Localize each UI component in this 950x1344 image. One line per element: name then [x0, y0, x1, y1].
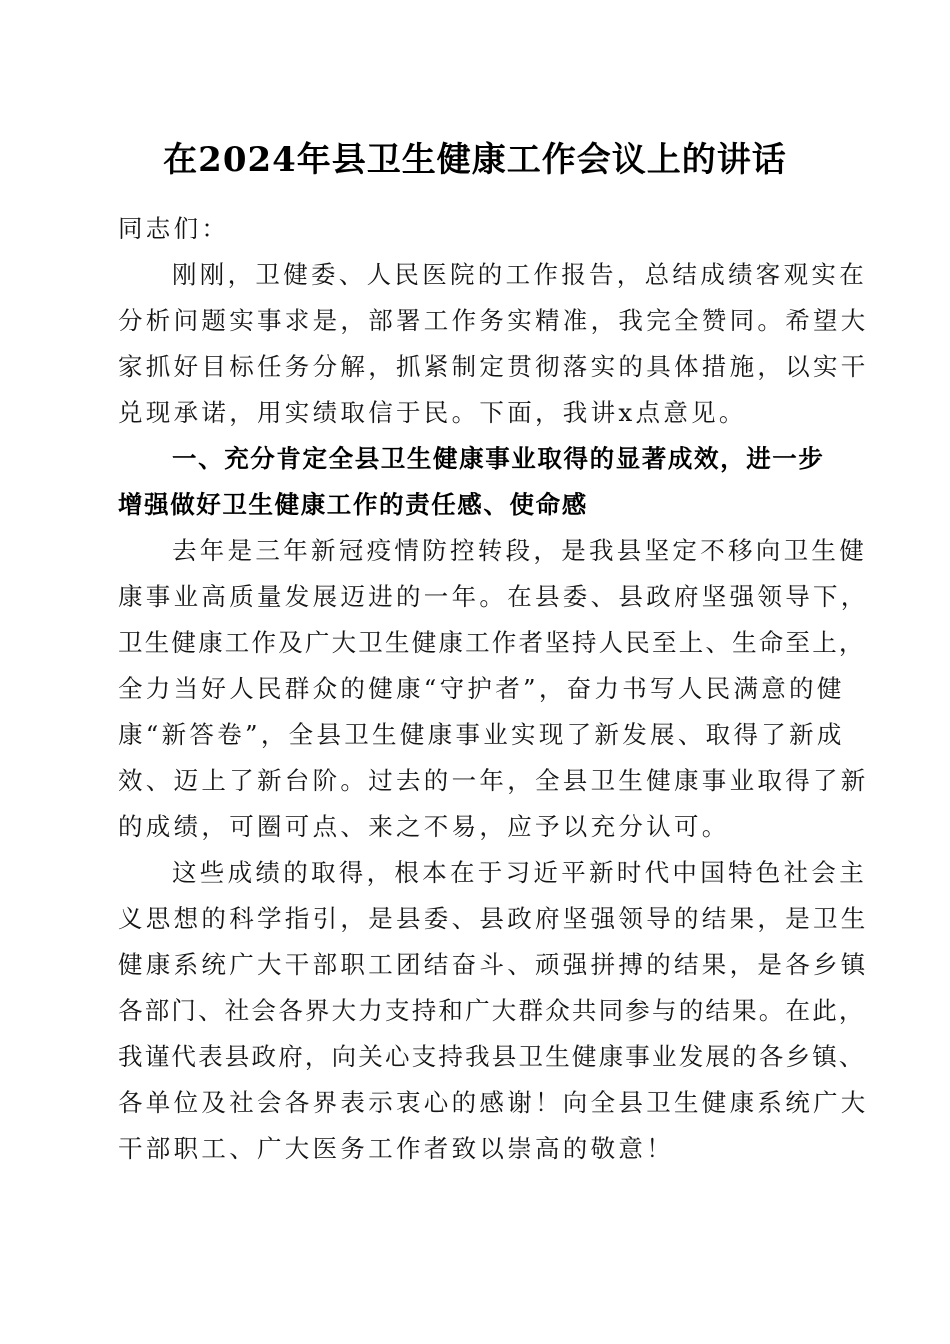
text-line: 我谨代表县政府，向关心支持我县卫生健康事业发展的各乡镇、: [118, 1042, 866, 1071]
text-line: 卫生健康工作及广大卫生健康工作者坚持人民至上、生命至上，: [118, 628, 866, 657]
text-line: 去年是三年新冠疫情防控转段，是我县坚定不移向卫生健: [172, 536, 867, 565]
section-heading-1: [118, 436, 838, 528]
text-line: 效、迈上了新台阶。过去的一年，全县卫生健康事业取得了新: [118, 766, 869, 795]
text-line: 刚刚，卫健委、人民医院的工作报告，总结成绩客观实在: [172, 260, 867, 289]
text-line: 各部门、社会各界大力支持和广大群众共同参与的结果。在此，: [118, 996, 866, 1025]
text-line: 分析问题实事求是，部署工作务实精准，我完全赞同。希望大: [118, 306, 869, 335]
text-line: 干部职工、广大医务工作者致以崇高的敬意！: [118, 1134, 674, 1163]
text-line: 健康系统广大干部职工团结奋斗、顽强拼搏的结果，是各乡镇: [118, 950, 869, 979]
heading-line: 增强做好卫生健康工作的责任感、使命感: [118, 490, 588, 519]
heading-line: 一、充分肯定全县卫生健康事业取得的显著成效，进一步: [172, 444, 825, 473]
text-line: 康“新答卷”，全县卫生健康事业实现了新发展、取得了新成: [118, 720, 845, 749]
text-line: 的成绩，可圈可点、来之不易，应予以充分认可。: [118, 812, 730, 841]
text-line: 兑现承诺，用实绩取信于民。下面，我讲x点意见。: [118, 398, 747, 427]
document-title: 在2024年县卫生健康工作会议上的讲话: [163, 140, 787, 180]
text-line: 家抓好目标任务分解，抓紧制定贯彻落实的具体措施，以实干: [118, 352, 869, 381]
text-line: 全力当好人民群众的健康“守护者”，奋力书写人民满意的健: [118, 674, 845, 703]
paragraph-acknowledgements: [118, 850, 869, 1172]
text-line: 康事业高质量发展迈进的一年。在县委、县政府坚强领导下，: [118, 582, 869, 611]
document-body: [118, 206, 869, 1172]
text-line: 这些成绩的取得，根本在于习近平新时代中国特色社会主: [172, 858, 867, 887]
paragraph-achievements: [118, 528, 869, 850]
text-line: 各单位及社会各界表示衷心的感谢！向全县卫生健康系统广大: [118, 1088, 869, 1117]
text-line: 义思想的科学指引，是县委、县政府坚强领导的结果，是卫生: [118, 904, 869, 933]
salutation: 同志们：: [118, 214, 230, 243]
paragraph-intro: [118, 252, 869, 436]
